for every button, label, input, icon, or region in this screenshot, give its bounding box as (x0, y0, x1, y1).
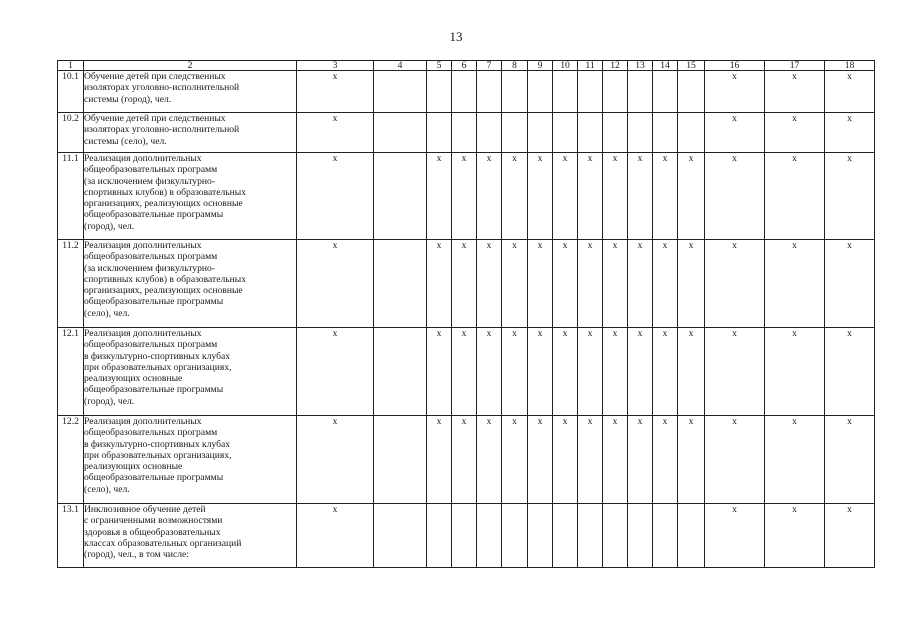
table-cell: x (653, 416, 678, 504)
table-cell: x (427, 416, 452, 504)
table-cell: x (765, 153, 825, 240)
table-cell (678, 504, 705, 568)
table-cell: x (528, 416, 553, 504)
table-cell: x (628, 240, 653, 328)
table-row (58, 71, 875, 113)
table-cell: x (825, 328, 875, 416)
column-header: 4 (374, 61, 427, 71)
table-cell (653, 71, 678, 113)
table-cell: x (765, 328, 825, 416)
page-number: 13 (449, 29, 463, 44)
table-cell (678, 71, 705, 113)
table-cell: x (297, 153, 374, 240)
table-cell: x (427, 240, 452, 328)
row-description: Обучение детей при следственных изоляторах уголовно-исполнительной системы (город), чел. (84, 71, 297, 113)
table-cell (427, 71, 452, 113)
column-header: 2 (84, 61, 297, 71)
table-cell: x (427, 328, 452, 416)
table-cell (374, 328, 427, 416)
column-header: 3 (297, 61, 374, 71)
table-cell (528, 113, 553, 153)
column-header: 11 (578, 61, 603, 71)
table-cell: x (653, 240, 678, 328)
table-row (58, 416, 875, 504)
table-cell: x (528, 240, 553, 328)
table-cell: x (678, 328, 705, 416)
column-header: 7 (477, 61, 502, 71)
table-cell: x (705, 416, 765, 504)
table-cell (374, 153, 427, 240)
table-cell (578, 113, 603, 153)
table-cell: x (825, 416, 875, 504)
table-cell (553, 504, 578, 568)
column-header: 6 (452, 61, 477, 71)
table-cell (452, 113, 477, 153)
table-cell: x (297, 328, 374, 416)
table-cell (603, 504, 628, 568)
table-cell: x (578, 328, 603, 416)
table-cell (578, 504, 603, 568)
table-cell (427, 113, 452, 153)
table-cell: x (603, 416, 628, 504)
row-number: 10.2 (58, 113, 84, 153)
table-cell: x (578, 416, 603, 504)
table-cell (553, 71, 578, 113)
table-cell: x (765, 113, 825, 153)
row-description: Инклюзивное обучение детей с ограниченными возможностями здоровья в общеобразовательных классах образовательных организаций (город), чел., в том числе: (84, 504, 297, 568)
table-cell: x (705, 71, 765, 113)
table-cell: x (452, 153, 477, 240)
table-cell (653, 504, 678, 568)
table-cell (528, 71, 553, 113)
table-cell (502, 71, 528, 113)
table-body (58, 71, 875, 568)
table-cell: x (653, 328, 678, 416)
table-cell: x (553, 328, 578, 416)
table-cell: x (452, 240, 477, 328)
table-row (58, 240, 875, 328)
table-cell: x (825, 504, 875, 568)
table-cell: x (553, 153, 578, 240)
table-cell: x (825, 71, 875, 113)
table-cell: x (297, 240, 374, 328)
column-header: 15 (678, 61, 705, 71)
table-cell: x (705, 328, 765, 416)
column-header: 18 (825, 61, 875, 71)
column-header: 17 (765, 61, 825, 71)
table-row (58, 113, 875, 153)
table-cell (502, 113, 528, 153)
table-cell (678, 113, 705, 153)
table-cell: x (297, 71, 374, 113)
table-cell: x (653, 153, 678, 240)
table-cell: x (452, 328, 477, 416)
column-header: 1 (58, 61, 84, 71)
table-cell: x (297, 504, 374, 568)
table-cell (477, 504, 502, 568)
table-cell: x (502, 328, 528, 416)
table-cell: x (603, 153, 628, 240)
table-cell (553, 113, 578, 153)
column-header: 9 (528, 61, 553, 71)
column-header: 13 (628, 61, 653, 71)
table-header (58, 61, 875, 71)
table-cell: x (528, 328, 553, 416)
row-number: 11.2 (58, 240, 84, 328)
table-cell: x (628, 328, 653, 416)
table-cell: x (825, 113, 875, 153)
table-cell: x (628, 416, 653, 504)
column-header: 12 (603, 61, 628, 71)
table-cell: x (678, 240, 705, 328)
table-cell: x (477, 153, 502, 240)
column-header: 16 (705, 61, 765, 71)
table-cell: x (825, 153, 875, 240)
header-row (58, 61, 875, 71)
table-cell: x (502, 153, 528, 240)
table-cell: x (502, 416, 528, 504)
table-cell: x (765, 504, 825, 568)
table-cell (374, 71, 427, 113)
table-cell (578, 71, 603, 113)
table-cell: x (705, 153, 765, 240)
row-number: 12.1 (58, 328, 84, 416)
table-cell: x (578, 240, 603, 328)
row-description: Реализация дополнительных общеобразовательных программ в физкультурно-спортивных клубах при образовательных организациях, реализующих основные общеобразовательные программы (село), чел. (84, 416, 297, 504)
table-cell: x (297, 416, 374, 504)
table-row (58, 328, 875, 416)
table-cell: x (477, 240, 502, 328)
table-cell (628, 504, 653, 568)
table-row (58, 153, 875, 240)
table-cell: x (553, 416, 578, 504)
table-cell: x (528, 153, 553, 240)
table-cell: x (502, 240, 528, 328)
table-cell (374, 416, 427, 504)
row-description: Обучение детей при следственных изоляторах уголовно-исполнительной системы (село), чел. (84, 113, 297, 153)
table-cell (477, 71, 502, 113)
table-cell: x (427, 153, 452, 240)
column-header: 14 (653, 61, 678, 71)
row-number: 11.1 (58, 153, 84, 240)
row-description: Реализация дополнительных общеобразовательных программ (за исключением физкультурно- спортивных клубов) в образовательных организациях, реализующих основные общеобразовательные программы (село), чел. (84, 240, 297, 328)
table-cell: x (825, 240, 875, 328)
table-cell (528, 504, 553, 568)
table-cell: x (678, 416, 705, 504)
table-cell (603, 113, 628, 153)
table-cell: x (477, 328, 502, 416)
row-description: Реализация дополнительных общеобразовательных программ (за исключением физкультурно- спортивных клубов) в образовательных организациях, реализующих основные общеобразовательные программы (город), чел. (84, 153, 297, 240)
table-cell (427, 504, 452, 568)
table-cell (452, 71, 477, 113)
data-table (57, 60, 875, 568)
table-cell: x (628, 153, 653, 240)
table-cell (374, 240, 427, 328)
table-cell: x (553, 240, 578, 328)
table-cell: x (603, 328, 628, 416)
table-cell: x (603, 240, 628, 328)
table-cell (452, 504, 477, 568)
table-cell: x (705, 240, 765, 328)
table-cell (628, 113, 653, 153)
table-cell: x (765, 71, 825, 113)
table-row (58, 504, 875, 568)
table-cell: x (578, 153, 603, 240)
table-cell: x (705, 113, 765, 153)
table-cell (603, 71, 628, 113)
table-cell: x (765, 416, 825, 504)
table-cell: x (678, 153, 705, 240)
row-number: 13.1 (58, 504, 84, 568)
column-header: 5 (427, 61, 452, 71)
table-cell: x (705, 504, 765, 568)
table-cell (502, 504, 528, 568)
table-cell: x (477, 416, 502, 504)
table-cell: x (452, 416, 477, 504)
table-cell (653, 113, 678, 153)
table-cell: x (765, 240, 825, 328)
row-number: 12.2 (58, 416, 84, 504)
column-header: 10 (553, 61, 578, 71)
table-cell: x (297, 113, 374, 153)
table-cell (374, 504, 427, 568)
table-cell (477, 113, 502, 153)
row-number: 10.1 (58, 71, 84, 113)
column-header: 8 (502, 61, 528, 71)
table-cell (628, 71, 653, 113)
row-description: Реализация дополнительных общеобразовательных программ в физкультурно-спортивных клубах при образовательных организациях, реализующих основные общеобразовательные программы (город), чел. (84, 328, 297, 416)
table-cell (374, 113, 427, 153)
